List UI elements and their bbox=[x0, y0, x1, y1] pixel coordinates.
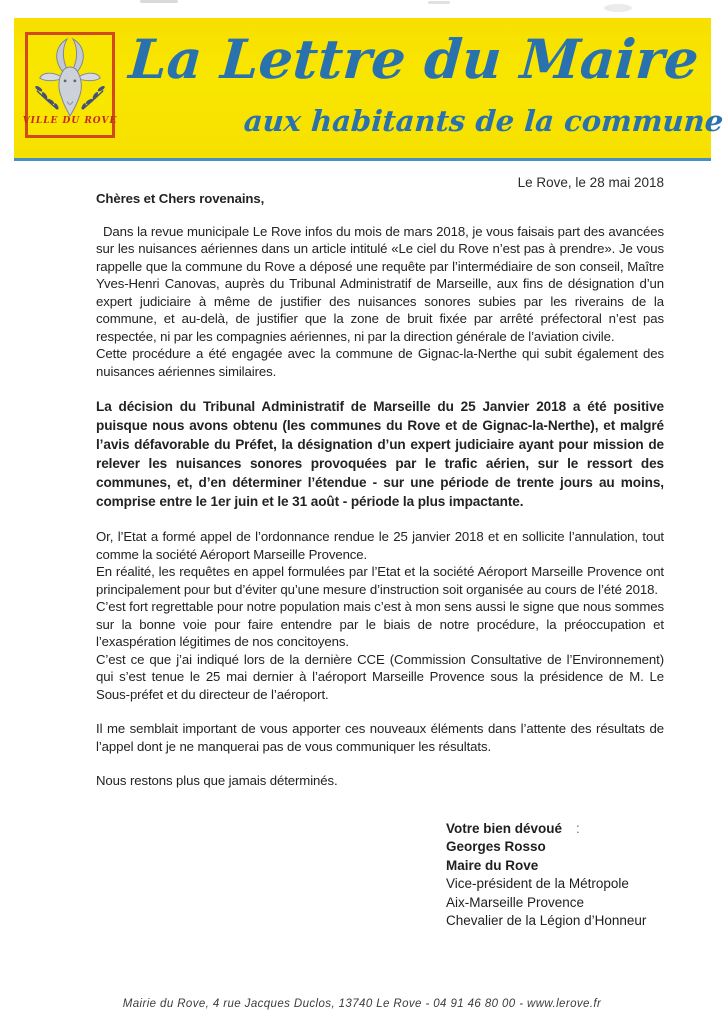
date-line: Le Rove, le 28 mai 2018 bbox=[517, 175, 664, 190]
salutation: Chères et Chers rovenains, bbox=[96, 191, 265, 206]
paragraph: C’est fort regrettable pour notre population mais c’est à mon sens aussi le signe que nous sommes sur la bonne voie pour faire entendre par le biais de notre procédure, la préoccupation et l’exaspération légitimes de nos concitoyens. bbox=[96, 599, 664, 649]
signer-role: Chevalier de la Légion d’Honneur bbox=[446, 913, 647, 928]
olive-branch-icon bbox=[34, 85, 59, 110]
signer-role: Aix-Marseille Provence bbox=[446, 894, 585, 910]
goat-head-icon bbox=[30, 35, 110, 118]
paragraph: Or, l’Etat a formé appel de l’ordonnance rendue le 25 janvier 2018 et en sollicite l’annulation, tout comme la société Aéroport Marseille Provence. bbox=[96, 529, 664, 562]
masthead-rule bbox=[14, 158, 711, 161]
scan-artifact bbox=[140, 0, 178, 3]
scan-artifact bbox=[604, 4, 632, 12]
signer-title: Maire du Rove bbox=[446, 857, 539, 873]
crest-caption: VILLE DU ROVE bbox=[22, 116, 118, 126]
commune-crest bbox=[22, 32, 118, 138]
closing-text: Votre bien dévoué bbox=[446, 820, 563, 836]
letter-body bbox=[96, 163, 664, 931]
paragraph: C’est ce que j’ai indiqué lors de la dernière CCE (Commission Consultative de l’Environnement) qui s’est tenue le 25 mai dernier à l’aéroport Marseille Provence sous la présidence de M. Le Sous-préfet et du directeur de l’aéroport. bbox=[96, 651, 664, 702]
paragraph: En réalité, les requêtes en appel formulées par l’Etat et la société Aéroport Marseille Provence ont principalement pour but d’éviter qu’une mesure d’instruction soit organisée au cours de l’été 2018. bbox=[96, 564, 664, 597]
scan-artifact bbox=[428, 1, 450, 4]
closing-mark-artifact: : bbox=[576, 820, 580, 836]
olive-branch-icon bbox=[81, 85, 106, 110]
signature-closing bbox=[446, 820, 664, 839]
paragraph: Dans la revue municipale Le Rove infos du mois de mars 2018, je vous faisais part des avancées sur les nuisances aériennes dans un article intitulé «Le ciel du Rove n’est pas à prendre». Je vous rappelle que la commune du Rove a déposé une requête par l’intermédiaire de son conseil, Maître Yves-Henri Canovas, auprès du Tribunal Administratif de Marseille, aux fins de désignation d’un expert judiciaire à même de justifier des nuisances sonores subies par les riverains de la commune, et au-delà, de justifier que la zone de bruit fixée par arrêté préfectoral n’est pas respectée, ni par les compagnies aériennes, ni par la direction générale de l’aviation civile. bbox=[96, 223, 664, 344]
masthead-banner bbox=[14, 18, 724, 158]
paragraph: Cette procédure a été engagée avec la commune de Gignac-la-Nerthe qui subit également des nuisances aériennes similaires. bbox=[96, 346, 664, 379]
masthead-subtitle: aux habitants de la commune bbox=[242, 104, 724, 138]
signature-block bbox=[446, 820, 664, 931]
signer-role: Vice-président de la Métropole bbox=[446, 876, 629, 891]
signer-name: Georges Rosso bbox=[446, 839, 546, 854]
bold-paragraph: La décision du Tribunal Administratif de Marseille du 25 Janvier 2018 a été positive puisque nous avons obtenu (les communes du Rove et de Gignac-la-Nerthe), et malgré l’avis défavorable du Préfet, la désignation d’un expert judiciaire ayant pour mission de relever les nuisances sonores provoquées par le trafic aérien, sur le ressort des communes, et, d’en déterminer l’étendue - sur une période de trente jours au moins, comprise entre le 1er juin et le 31 août - période la plus impactante. bbox=[96, 399, 664, 509]
masthead-title: La Lettre du Maire bbox=[126, 27, 701, 91]
paragraph: Il me semblait important de vous apporter ces nouveaux éléments dans l’attente des résultats de l’appel dont je ne manquerai pas de vous communiquer les résultats. bbox=[96, 721, 664, 754]
paragraph: Nous restons plus que jamais déterminés. bbox=[96, 773, 338, 788]
footer-contact-line: Mairie du Rove, 4 rue Jacques Duclos, 13740 Le Rove - 04 91 46 80 00 - www.lerove.fr bbox=[122, 998, 602, 1010]
